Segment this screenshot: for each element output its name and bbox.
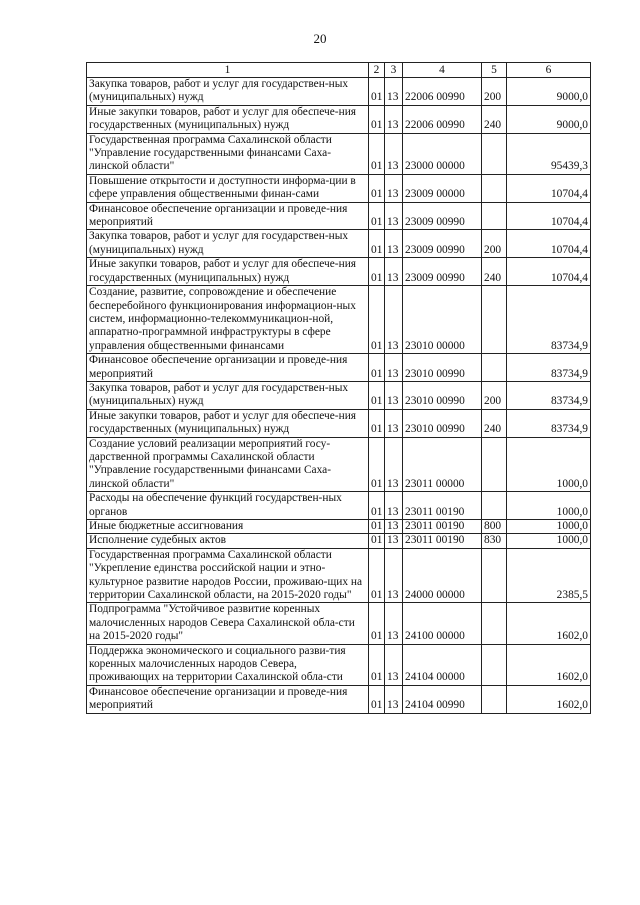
expense-type-cell: 830 [482, 534, 507, 548]
row-name-cell: Иные закупки товаров, работ и услуг для обеспече-ния государственных (муниципальных) нужд [87, 105, 369, 133]
column-header: 3 [385, 63, 403, 78]
section-code-cell: 01 [369, 258, 385, 286]
table-row [87, 258, 591, 286]
row-name-cell: Расходы на обеспечение функций государствен-ных органов [87, 492, 369, 520]
table-row [87, 133, 591, 174]
target-article-cell: 23009 00000 [403, 174, 482, 202]
expense-type-cell [482, 174, 507, 202]
subsection-code-cell: 13 [385, 548, 403, 603]
table-row [87, 603, 591, 644]
subsection-code-cell: 13 [385, 492, 403, 520]
row-name-cell: Исполнение судебных актов [87, 534, 369, 548]
row-name-cell: Повышение открытости и доступности информа-ции в сфере управления общественными финан-сами [87, 174, 369, 202]
section-code-cell: 01 [369, 286, 385, 354]
target-article-cell: 23010 00990 [403, 409, 482, 437]
section-code-cell: 01 [369, 520, 385, 534]
table-row [87, 174, 591, 202]
expense-type-cell [482, 286, 507, 354]
row-name-cell: Финансовое обеспечение организации и проведе-ния мероприятий [87, 202, 369, 230]
amount-cell: 1602,0 [507, 685, 591, 713]
target-article-cell: 23011 00000 [403, 437, 482, 492]
column-header: 6 [507, 63, 591, 78]
subsection-code-cell: 13 [385, 534, 403, 548]
table-row [87, 286, 591, 354]
table-row [87, 354, 591, 382]
row-name-cell: Финансовое обеспечение организации и проведе-ния мероприятий [87, 354, 369, 382]
table-row [87, 230, 591, 258]
target-article-cell: 24104 00990 [403, 685, 482, 713]
expense-type-cell [482, 685, 507, 713]
row-name-cell: Закупка товаров, работ и услуг для государствен-ных (муниципальных) нужд [87, 381, 369, 409]
subsection-code-cell: 13 [385, 437, 403, 492]
row-name-cell: Закупка товаров, работ и услуг для государствен-ных (муниципальных) нужд [87, 230, 369, 258]
target-article-cell: 23009 00990 [403, 258, 482, 286]
target-article-cell: 22006 00990 [403, 78, 482, 106]
expense-type-cell [482, 603, 507, 644]
subsection-code-cell: 13 [385, 644, 403, 685]
table-header-row [87, 63, 591, 78]
target-article-cell: 23011 00190 [403, 534, 482, 548]
section-code-cell: 01 [369, 548, 385, 603]
column-header: 5 [482, 63, 507, 78]
subsection-code-cell: 13 [385, 258, 403, 286]
table-row [87, 78, 591, 106]
column-header: 4 [403, 63, 482, 78]
target-article-cell: 23009 00990 [403, 202, 482, 230]
column-header: 1 [87, 63, 369, 78]
row-name-cell: Иные закупки товаров, работ и услуг для обеспече-ния государственных (муниципальных) нужд [87, 409, 369, 437]
row-name-cell: Финансовое обеспечение организации и проведе-ния мероприятий [87, 685, 369, 713]
expense-type-cell: 200 [482, 230, 507, 258]
table-row [87, 202, 591, 230]
column-header: 2 [369, 63, 385, 78]
table-row [87, 548, 591, 603]
expense-type-cell: 200 [482, 381, 507, 409]
expense-type-cell [482, 492, 507, 520]
row-name-cell: Государственная программа Сахалинской области "Управление государственными финансами Саха-линской области" [87, 133, 369, 174]
section-code-cell: 01 [369, 644, 385, 685]
subsection-code-cell: 13 [385, 105, 403, 133]
amount-cell: 83734,9 [507, 286, 591, 354]
amount-cell: 2385,5 [507, 548, 591, 603]
target-article-cell: 23011 00190 [403, 492, 482, 520]
section-code-cell: 01 [369, 603, 385, 644]
expense-type-cell [482, 644, 507, 685]
expense-type-cell: 800 [482, 520, 507, 534]
subsection-code-cell: 13 [385, 202, 403, 230]
expense-type-cell: 240 [482, 105, 507, 133]
amount-cell: 1000,0 [507, 437, 591, 492]
table-body [87, 78, 591, 714]
row-name-cell: Подпрограмма "Устойчивое развитие коренных малочисленных народов Севера Сахалинской обла-сти на 2015-2020 годы" [87, 603, 369, 644]
amount-cell: 9000,0 [507, 105, 591, 133]
section-code-cell: 01 [369, 105, 385, 133]
row-name-cell: Закупка товаров, работ и услуг для государствен-ных (муниципальных) нужд [87, 78, 369, 106]
target-article-cell: 24100 00000 [403, 603, 482, 644]
section-code-cell: 01 [369, 133, 385, 174]
target-article-cell: 23009 00990 [403, 230, 482, 258]
amount-cell: 83734,9 [507, 381, 591, 409]
expense-type-cell [482, 202, 507, 230]
section-code-cell: 01 [369, 230, 385, 258]
table-row [87, 492, 591, 520]
table-row [87, 644, 591, 685]
table-row [87, 105, 591, 133]
amount-cell: 83734,9 [507, 409, 591, 437]
target-article-cell: 24000 00000 [403, 548, 482, 603]
row-name-cell: Иные закупки товаров, работ и услуг для обеспече-ния государственных (муниципальных) нужд [87, 258, 369, 286]
subsection-code-cell: 13 [385, 381, 403, 409]
target-article-cell: 23010 00000 [403, 286, 482, 354]
row-name-cell: Создание, развитие, сопровождение и обеспечение бесперебойного функционирования информацион-ных систем, информационно-телекоммуникацион-ной, аппаратно-программной инфраструктуры в сфере управления общественными финансами [87, 286, 369, 354]
amount-cell: 10704,4 [507, 230, 591, 258]
section-code-cell: 01 [369, 202, 385, 230]
section-code-cell: 01 [369, 685, 385, 713]
subsection-code-cell: 13 [385, 354, 403, 382]
table-row [87, 409, 591, 437]
row-name-cell: Поддержка экономического и социального разви-тия коренных малочисленных народов Севера, проживающих на территории Сахалинской обла-сти [87, 644, 369, 685]
table-row [87, 534, 591, 548]
amount-cell: 1000,0 [507, 520, 591, 534]
target-article-cell: 23010 00990 [403, 381, 482, 409]
expense-type-cell: 240 [482, 409, 507, 437]
amount-cell: 1602,0 [507, 644, 591, 685]
section-code-cell: 01 [369, 409, 385, 437]
page-number: 20 [313, 31, 327, 46]
row-name-cell: Государственная программа Сахалинской области "Укрепление единства российской нации и этно-культурное развитие народов России, проживаю-щих на территории Сахалинской области, на 2015-2020 годы" [87, 548, 369, 603]
expense-type-cell [482, 133, 507, 174]
target-article-cell: 24104 00000 [403, 644, 482, 685]
amount-cell: 1000,0 [507, 492, 591, 520]
subsection-code-cell: 13 [385, 685, 403, 713]
subsection-code-cell: 13 [385, 409, 403, 437]
amount-cell: 10704,4 [507, 258, 591, 286]
subsection-code-cell: 13 [385, 78, 403, 106]
row-name-cell: Иные бюджетные ассигнования [87, 520, 369, 534]
expense-type-cell: 200 [482, 78, 507, 106]
amount-cell: 95439,3 [507, 133, 591, 174]
section-code-cell: 01 [369, 354, 385, 382]
subsection-code-cell: 13 [385, 230, 403, 258]
section-code-cell: 01 [369, 534, 385, 548]
table-row [87, 437, 591, 492]
section-code-cell: 01 [369, 78, 385, 106]
section-code-cell: 01 [369, 437, 385, 492]
row-name-cell: Создание условий реализации мероприятий госу-дарственной программы Сахалинской области "Управление государственными финансами Саха-линской области" [87, 437, 369, 492]
budget-table [86, 62, 591, 714]
subsection-code-cell: 13 [385, 603, 403, 644]
section-code-cell: 01 [369, 174, 385, 202]
target-article-cell: 23011 00190 [403, 520, 482, 534]
target-article-cell: 23000 00000 [403, 133, 482, 174]
amount-cell: 1602,0 [507, 603, 591, 644]
subsection-code-cell: 13 [385, 174, 403, 202]
section-code-cell: 01 [369, 492, 385, 520]
subsection-code-cell: 13 [385, 520, 403, 534]
expense-type-cell [482, 437, 507, 492]
subsection-code-cell: 13 [385, 133, 403, 174]
amount-cell: 83734,9 [507, 354, 591, 382]
table-row [87, 381, 591, 409]
table-row [87, 520, 591, 534]
target-article-cell: 22006 00990 [403, 105, 482, 133]
expense-type-cell [482, 354, 507, 382]
subsection-code-cell: 13 [385, 286, 403, 354]
table-row [87, 685, 591, 713]
amount-cell: 10704,4 [507, 174, 591, 202]
amount-cell: 10704,4 [507, 202, 591, 230]
amount-cell: 1000,0 [507, 534, 591, 548]
target-article-cell: 23010 00990 [403, 354, 482, 382]
expense-type-cell: 240 [482, 258, 507, 286]
amount-cell: 9000,0 [507, 78, 591, 106]
expense-type-cell [482, 548, 507, 603]
section-code-cell: 01 [369, 381, 385, 409]
